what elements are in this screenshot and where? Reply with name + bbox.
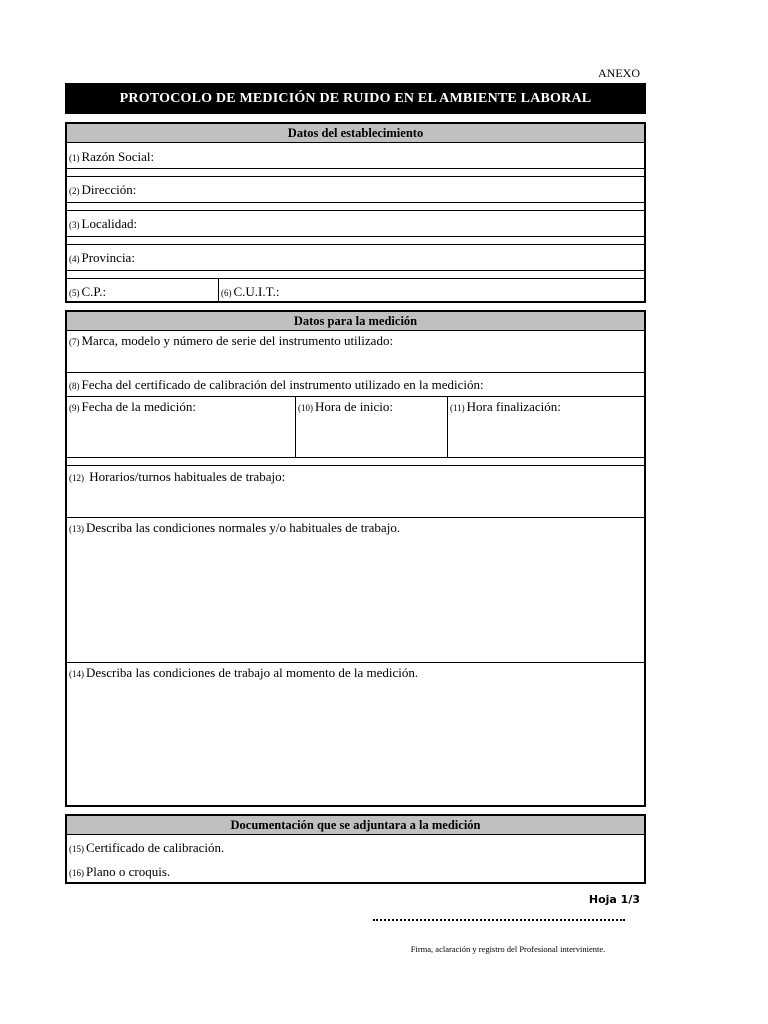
field-label: Plano o croquis. xyxy=(86,864,171,879)
field-label: Marca, modelo y número de serie del instrumento utilizado: xyxy=(81,333,394,348)
field-number: (16) xyxy=(69,868,84,878)
field-number: (1) xyxy=(69,153,80,163)
field-number: (2) xyxy=(69,186,80,196)
field-certificado[interactable] xyxy=(69,840,224,856)
field-label: Horarios/turnos habituales de trabajo: xyxy=(86,469,286,484)
field-plano[interactable] xyxy=(69,864,170,880)
section-heading: Datos del establecimiento xyxy=(67,124,644,143)
field-cuit[interactable] xyxy=(221,284,279,300)
section-measurement xyxy=(65,310,646,807)
field-instrumento[interactable] xyxy=(69,333,393,349)
field-label: Localidad: xyxy=(81,216,138,231)
field-label: Razón Social: xyxy=(81,149,155,164)
field-label: Hora finalización: xyxy=(466,399,561,414)
field-fecha-certificado[interactable] xyxy=(69,377,484,393)
section-heading: Documentación que se adjuntara a la medición xyxy=(67,816,644,835)
field-label: Fecha del certificado de calibración del instrumento utilizado en la medición: xyxy=(81,377,484,392)
field-razon-social[interactable] xyxy=(69,149,154,165)
field-number: (9) xyxy=(69,403,80,413)
field-number: (4) xyxy=(69,254,80,264)
signature-caption: Firma, aclaración y registro del Profesional interviniente. xyxy=(410,944,606,954)
field-number: (11) xyxy=(450,403,465,413)
field-cp[interactable] xyxy=(69,284,106,300)
field-fecha-medicion[interactable] xyxy=(69,399,196,415)
field-label: Hora de inicio: xyxy=(315,399,393,414)
field-hora-inicio[interactable] xyxy=(298,399,393,415)
field-number: (6) xyxy=(221,288,232,298)
field-localidad[interactable] xyxy=(69,216,137,232)
field-number: (8) xyxy=(69,381,80,391)
field-number: (13) xyxy=(69,524,84,534)
section-documentation xyxy=(65,814,646,884)
field-number: (3) xyxy=(69,220,80,230)
field-direccion[interactable] xyxy=(69,182,136,198)
field-number: (5) xyxy=(69,288,80,298)
field-number: (15) xyxy=(69,844,84,854)
section-heading: Datos para la medición xyxy=(67,312,644,331)
field-label: C.U.I.T.: xyxy=(233,284,280,299)
signature-line xyxy=(373,919,625,921)
form-title: PROTOCOLO DE MEDICIÓN DE RUIDO EN EL AMBIENTE LABORAL xyxy=(65,83,646,114)
field-number: (7) xyxy=(69,337,80,347)
field-hora-finalizacion[interactable] xyxy=(450,399,561,415)
field-label: Dirección: xyxy=(81,182,137,197)
sheet-number: Hoja 1/3 xyxy=(588,893,640,906)
field-number: (10) xyxy=(298,403,313,413)
field-provincia[interactable] xyxy=(69,250,135,266)
field-label: Certificado de calibración. xyxy=(86,840,225,855)
field-number: (14) xyxy=(69,669,84,679)
field-label: C.P.: xyxy=(81,284,107,299)
field-condiciones-medicion[interactable] xyxy=(69,665,418,681)
field-condiciones-normales[interactable] xyxy=(69,520,400,536)
annex-label: ANEXO xyxy=(598,66,640,80)
field-number: (12) xyxy=(69,473,84,483)
field-horarios[interactable] xyxy=(69,469,285,485)
field-label: Fecha de la medición: xyxy=(81,399,196,414)
section-establishment xyxy=(65,122,646,303)
field-label: Describa las condiciones de trabajo al momento de la medición. xyxy=(86,665,419,680)
field-label: Provincia: xyxy=(81,250,135,265)
field-label: Describa las condiciones normales y/o habituales de trabajo. xyxy=(86,520,401,535)
